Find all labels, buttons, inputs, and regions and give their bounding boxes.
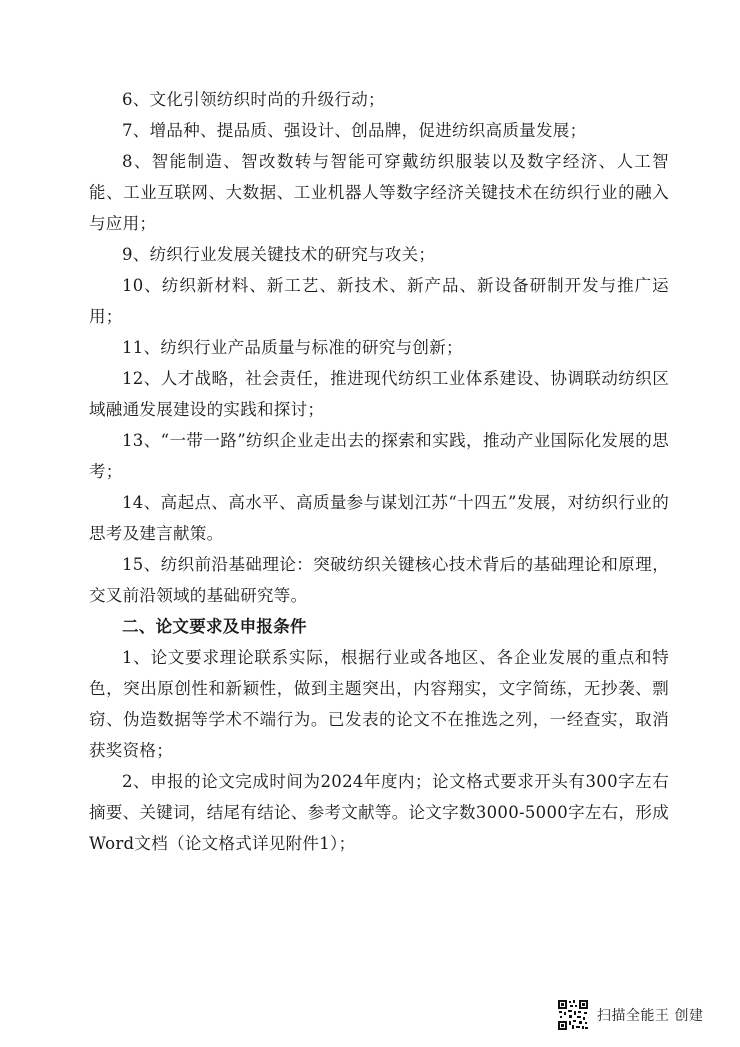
list-item-paragraph: 1、论文要求理论联系实际，根据行业或各地区、各企业发展的重点和特色，突出原创性和新颖性，做到主题突出，内容翔实，文字简练，无抄袭、剽窃、伪造数据等学术不端行为。已发表的论文不在推选之列，一经查实，取消获奖资格；	[89, 648, 669, 760]
section-heading: 二、论文要求及申报条件	[122, 617, 307, 636]
scanner-watermark-label: 扫描全能王 创建	[597, 1008, 704, 1024]
list-item-paragraph: 12、人才战略，社会责任，推进现代纺织工业体系建设、协调联动纺织区域融通发展建设的实践和探讨；	[89, 369, 669, 419]
list-item-paragraph: 2、申报的论文完成时间为2024年度内；论文格式要求开头有300字左右摘要、关键词，结尾有结论、参考文献等。论文字数3000-5000字左右，形成Word文档（论文格式详见附件1）；	[89, 772, 669, 853]
list-item-paragraph: 9、纺织行业发展关键技术的研究与攻关；	[122, 245, 436, 264]
list-item-paragraph: 13、“一带一路”纺织企业走出去的探索和实践，推动产业国际化发展的思考；	[89, 431, 669, 481]
list-item-paragraph: 6、文化引领纺织时尚的升级行动；	[122, 90, 385, 109]
list-item-paragraph: 11、纺织行业产品质量与标准的研究与创新；	[122, 338, 463, 357]
list-item-paragraph: 8、智能制造、智改数转与智能可穿戴纺织服装以及数字经济、人工智能、工业互联网、大数据、工业机器人等数字经济关键技术在纺织行业的融入与应用；	[89, 152, 669, 233]
scanner-watermark	[557, 999, 703, 1031]
list-item-paragraph: 15、纺织前沿基础理论：突破纺织关键核心技术背后的基础理论和原理，交叉前沿领域的基础研究等。	[89, 555, 669, 605]
list-item-paragraph: 10、纺织新材料、新工艺、新技术、新产品、新设备研制开发与推广运用；	[89, 276, 669, 326]
qr-code-icon	[557, 999, 589, 1031]
document-body	[89, 84, 669, 859]
list-item-paragraph: 7、增品种、提品质、强设计、创品牌，促进纺织高质量发展；	[122, 121, 587, 140]
list-item-paragraph: 14、高起点、高水平、高质量参与谋划江苏“十四五”发展，对纺织行业的思考及建言献策。	[89, 493, 669, 543]
